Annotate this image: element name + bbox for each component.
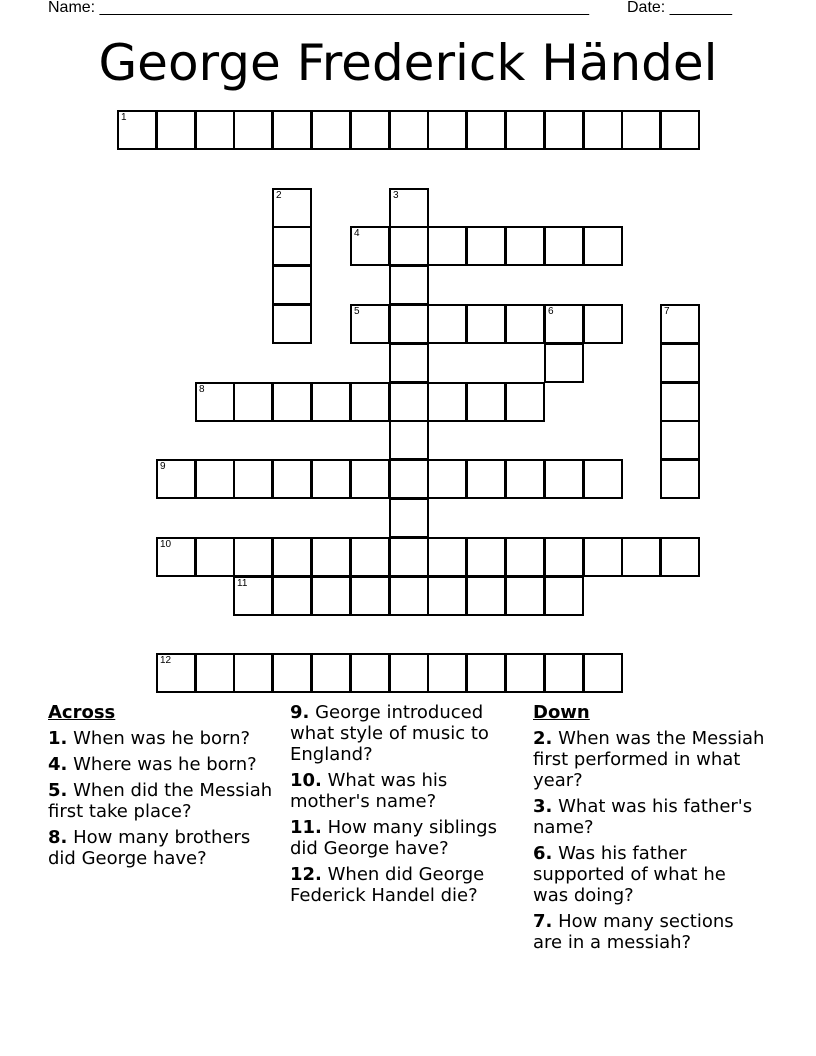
crossword-cell[interactable]	[427, 459, 467, 499]
crossword-cell[interactable]	[583, 653, 623, 693]
crossword-cell[interactable]	[466, 382, 506, 422]
crossword-cell[interactable]	[156, 653, 196, 693]
crossword-cell[interactable]	[311, 537, 351, 577]
clue-number-label: 8	[199, 384, 205, 395]
crossword-cell[interactable]	[505, 304, 545, 344]
crossword-cell[interactable]	[466, 304, 506, 344]
crossword-cell[interactable]	[583, 537, 623, 577]
crossword-cell[interactable]	[427, 110, 467, 150]
crossword-cell[interactable]	[311, 653, 351, 693]
crossword-cell[interactable]	[466, 576, 506, 616]
clue-number: 2.	[533, 728, 553, 749]
crossword-cell[interactable]	[350, 576, 390, 616]
crossword-cell[interactable]	[505, 382, 545, 422]
crossword-cell[interactable]	[427, 537, 467, 577]
crossword-cell[interactable]	[427, 382, 467, 422]
crossword-cell[interactable]	[389, 653, 429, 693]
crossword-cell[interactable]	[544, 304, 584, 344]
crossword-cell[interactable]	[466, 653, 506, 693]
crossword-cell[interactable]	[272, 110, 312, 150]
clue-across-1	[48, 728, 280, 749]
crossword-cell[interactable]	[544, 110, 584, 150]
across-clues-column-continued	[290, 702, 522, 911]
clue-text: When did the Messiah first take place?	[48, 780, 273, 822]
clue-number: 1.	[48, 728, 68, 749]
crossword-cell[interactable]	[350, 653, 390, 693]
crossword-cell[interactable]	[272, 653, 312, 693]
crossword-cell[interactable]	[544, 343, 584, 383]
crossword-cell[interactable]	[660, 110, 700, 150]
crossword-cell[interactable]	[505, 576, 545, 616]
page-title: George Frederick Händel	[98, 34, 718, 92]
clue-down-7	[533, 911, 765, 953]
clue-number: 10.	[290, 770, 322, 791]
clue-text: What was his mother's name?	[290, 770, 448, 812]
crossword-cell[interactable]	[621, 537, 661, 577]
clue-number: 4.	[48, 754, 68, 775]
crossword-cell[interactable]	[350, 226, 390, 266]
crossword-cell[interactable]	[389, 382, 429, 422]
crossword-cell[interactable]	[427, 304, 467, 344]
crossword-cell[interactable]	[272, 459, 312, 499]
crossword-cell[interactable]	[427, 576, 467, 616]
clue-across-10	[290, 770, 522, 812]
crossword-cell[interactable]	[389, 304, 429, 344]
crossword-cell[interactable]	[195, 459, 235, 499]
clue-text: When was the Messiah first performed in what year?	[533, 728, 765, 791]
crossword-cell[interactable]	[466, 459, 506, 499]
crossword-cell[interactable]	[195, 110, 235, 150]
crossword-cell[interactable]	[233, 576, 273, 616]
date-field: Date: _______	[627, 0, 732, 16]
clue-text: What was his father's name?	[533, 796, 753, 838]
clue-number-label: 1	[121, 112, 127, 123]
crossword-cell[interactable]	[233, 537, 273, 577]
crossword-cell[interactable]	[311, 576, 351, 616]
crossword-cell[interactable]	[660, 382, 700, 422]
clue-down-2	[533, 728, 765, 791]
crossword-cell[interactable]	[544, 226, 584, 266]
crossword-cell[interactable]	[389, 537, 429, 577]
clue-number-label: 6	[548, 306, 554, 317]
crossword-cell[interactable]	[350, 459, 390, 499]
clue-text: How many siblings did George have?	[290, 817, 497, 859]
crossword-cell[interactable]	[389, 265, 429, 305]
crossword-cell[interactable]	[505, 459, 545, 499]
clue-text: Where was he born?	[73, 754, 257, 775]
crossword-cell[interactable]	[272, 188, 312, 228]
crossword-cell[interactable]	[660, 304, 700, 344]
crossword-cell[interactable]	[544, 537, 584, 577]
clue-number-label: 10	[160, 539, 172, 550]
crossword-cell[interactable]	[389, 226, 429, 266]
clue-number: 6.	[533, 843, 553, 864]
crossword-cell[interactable]	[389, 343, 429, 383]
crossword-cell[interactable]	[660, 343, 700, 383]
crossword-cell[interactable]	[466, 537, 506, 577]
clue-down-6	[533, 843, 765, 906]
down-heading: Down	[533, 702, 590, 723]
crossword-cell[interactable]	[233, 382, 273, 422]
crossword-cell[interactable]	[350, 110, 390, 150]
crossword-cell[interactable]	[583, 304, 623, 344]
crossword-cell[interactable]	[427, 226, 467, 266]
crossword-cell[interactable]	[350, 382, 390, 422]
clue-text: Was his father supported of what he was doing?	[533, 843, 726, 906]
crossword-cell[interactable]	[660, 420, 700, 460]
clue-number-label: 11	[237, 578, 248, 589]
crossword-cell[interactable]	[466, 226, 506, 266]
crossword-cell[interactable]	[272, 226, 312, 266]
clue-number-label: 5	[354, 306, 360, 317]
crossword-cell[interactable]	[389, 188, 429, 228]
crossword-cell[interactable]	[544, 459, 584, 499]
clue-number-label: 7	[664, 306, 670, 317]
crossword-cell[interactable]	[272, 304, 312, 344]
crossword-cell[interactable]	[544, 653, 584, 693]
crossword-cell[interactable]	[389, 498, 429, 538]
crossword-cell[interactable]	[117, 110, 157, 150]
crossword-cell[interactable]	[660, 537, 700, 577]
clue-number-label: 3	[393, 190, 399, 201]
crossword-cell[interactable]	[156, 537, 196, 577]
crossword-cell[interactable]	[272, 265, 312, 305]
crossword-cell[interactable]	[583, 226, 623, 266]
across-clues-column	[48, 702, 280, 874]
crossword-cell[interactable]	[272, 576, 312, 616]
crossword-cell[interactable]	[389, 459, 429, 499]
crossword-cell[interactable]	[660, 459, 700, 499]
crossword-cell[interactable]	[389, 110, 429, 150]
clue-number: 8.	[48, 827, 68, 848]
clue-number-label: 4	[354, 228, 360, 239]
clue-across-5	[48, 780, 280, 822]
clue-number: 12.	[290, 864, 322, 885]
clue-number-label: 2	[276, 190, 282, 201]
crossword-cell[interactable]	[195, 382, 235, 422]
crossword-cell[interactable]	[389, 576, 429, 616]
crossword-cell[interactable]	[505, 226, 545, 266]
crossword-cell[interactable]	[621, 110, 661, 150]
crossword-cell[interactable]	[466, 110, 506, 150]
crossword-cell[interactable]	[583, 459, 623, 499]
clue-down-3	[533, 796, 765, 838]
clue-number: 5.	[48, 780, 68, 801]
crossword-cell[interactable]	[311, 110, 351, 150]
name-field: Name: _______________________________________________________	[48, 0, 589, 16]
crossword-cell[interactable]	[505, 110, 545, 150]
clue-number: 11.	[290, 817, 322, 838]
clue-number: 9.	[290, 702, 310, 723]
crossword-cell[interactable]	[389, 420, 429, 460]
clue-across-11	[290, 817, 522, 859]
crossword-cell[interactable]	[311, 459, 351, 499]
down-clues-column	[533, 702, 765, 958]
clue-across-4	[48, 754, 280, 775]
clue-number: 3.	[533, 796, 553, 817]
crossword-cell[interactable]	[427, 653, 467, 693]
clue-text: How many brothers did George have?	[48, 827, 251, 869]
clue-across-12	[290, 864, 522, 906]
clue-across-8	[48, 827, 280, 869]
crossword-cell[interactable]	[272, 382, 312, 422]
clue-text: George introduced what style of music to England?	[290, 702, 489, 765]
clue-text: How many sections are in a messiah?	[533, 911, 734, 953]
clue-text: When did George Federick Handel die?	[290, 864, 485, 906]
clue-across-9	[290, 702, 522, 765]
clue-number-label: 9	[160, 461, 166, 472]
crossword-cell[interactable]	[156, 459, 196, 499]
crossword-cell[interactable]	[311, 382, 351, 422]
crossword-cell[interactable]	[272, 537, 312, 577]
crossword-cell[interactable]	[233, 459, 273, 499]
crossword-cell[interactable]	[233, 653, 273, 693]
crossword-cell[interactable]	[505, 537, 545, 577]
crossword-cell[interactable]	[350, 537, 390, 577]
clue-text: When was he born?	[73, 728, 251, 749]
crossword-cell[interactable]	[195, 653, 235, 693]
crossword-cell[interactable]	[350, 304, 390, 344]
across-heading: Across	[48, 702, 116, 723]
crossword-cell[interactable]	[505, 653, 545, 693]
clue-number: 7.	[533, 911, 553, 932]
crossword-cell[interactable]	[156, 110, 196, 150]
crossword-cell[interactable]	[544, 576, 584, 616]
crossword-cell[interactable]	[233, 110, 273, 150]
crossword-cell[interactable]	[195, 537, 235, 577]
clue-number-label: 12	[160, 655, 172, 666]
crossword-cell[interactable]	[583, 110, 623, 150]
